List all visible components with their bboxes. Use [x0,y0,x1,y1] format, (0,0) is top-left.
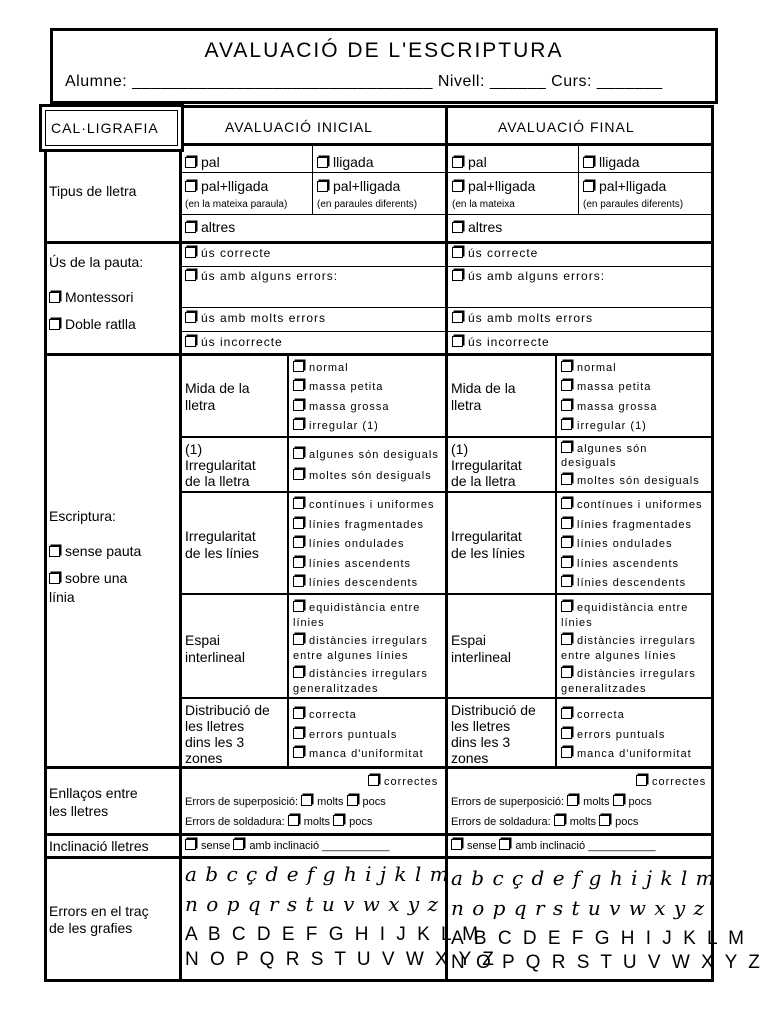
mida-label-2: lletra [185,397,216,413]
checkbox-icon [293,400,304,411]
checkbox-icon [317,157,328,168]
mida-grossa-final[interactable]: massa grossa [561,400,657,414]
checkbox-icon [293,361,304,372]
checkbox-icon [317,181,328,192]
linies-continues-initial[interactable]: contínues i uniformes [293,498,435,512]
checkbox-icon [561,708,572,719]
checkbox-icon[interactable] [288,815,299,826]
espai-algunes-cont: entre algunes línies [293,650,409,662]
irreg-lletra-label-3-final: de la lletra [451,473,516,489]
checkbox-icon [293,747,304,758]
superposicio-final: Errors de superposició: molts pocs [451,796,652,808]
script-letters-row-2: n o p q r s t u v w x y z [185,892,440,916]
checkbox-icon [293,537,304,548]
checkbox-icon [293,498,304,509]
pauta-molts-initial[interactable]: ús amb molts errors [185,312,326,326]
espai-label-1-final: Espai [451,632,487,648]
checkbox-icon [561,557,572,568]
checkbox-icon [561,518,572,529]
checkbox-icon [185,312,196,323]
script-letters-row-1-final: a b c ç d e f g h i j k l m [451,866,716,890]
inclinacio-label: Inclinació lletres [49,838,149,854]
irreg-lletra-label-1-final: (1) [451,441,469,457]
mida-label-1-final: Mida de la [451,380,516,396]
irreg-algunes-initial[interactable]: algunes són desiguals [293,448,439,462]
distrib-label-4-final: zones [451,750,489,766]
grafies-label-1: Errors en el traç [49,903,149,919]
tipus-lligada-initial[interactable]: lligada [317,154,373,170]
checkbox-icon [293,667,304,678]
checkbox-icon[interactable] [451,839,462,850]
checkbox-icon [561,747,572,758]
distrib-label-1-final: Distribució de [451,702,536,718]
same-word-note: (en la mateixa paraula) [185,199,288,210]
distrib-label-3-final: dins les 3 [451,734,511,750]
mida-label-2-final: lletra [451,397,482,413]
checkbox-icon [293,380,304,391]
checkbox-icon [293,448,304,459]
checkbox-icon [452,181,463,192]
pauta-correcte-final[interactable]: ús correcte [452,247,538,261]
mida-label-1: Mida de la [185,380,250,396]
checkbox-icon [452,336,463,347]
checkbox-icon [452,222,463,233]
checkbox-icon[interactable] [233,839,244,850]
mida-grossa-initial[interactable]: massa grossa [293,400,389,414]
tipus-pal-lligada-diff-final[interactable]: pal+lligada [583,178,666,194]
checkbox-icon [49,573,60,584]
checkbox-icon [561,419,572,430]
irreg-linies-label-2-final: de les línies [451,545,525,561]
distrib-label-1: Distribució de [185,702,270,718]
inclinacio-initial: sense amb inclinació ___________ [185,839,389,853]
espai-algunes-cont-final: entre algunes línies [561,650,677,662]
linies-ondulades-initial[interactable]: línies ondulades [293,537,405,551]
checkbox-icon [561,442,572,453]
checkbox-icon [452,312,463,323]
checkbox-icon [452,247,463,258]
checkbox-icon [293,557,304,568]
checkbox-icon [561,498,572,509]
document-title: AVALUACIÓ DE L'ESCRIPTURA [204,39,564,62]
checkbox-icon [293,518,304,529]
soldadura-final: Errors de soldadura: molts pocs [451,816,639,828]
checkbox-icon [293,601,304,612]
checkbox-icon [49,319,60,330]
checkbox-icon [185,247,196,258]
script-letters-row-1: a b c ç d e f g h i j k l m [185,862,450,886]
script-letters-row-2-final: n o p q r s t u v w x y z [451,896,706,920]
tipus-label: Tipus de lletra [49,183,137,199]
pauta-alguns-final[interactable]: ús amb alguns errors: [452,270,605,284]
linies-fragmentades-initial[interactable]: línies fragmentades [293,518,424,532]
tipus-lligada-final[interactable]: lligada [583,154,639,170]
pauta-alguns-initial[interactable]: ús amb alguns errors: [185,270,338,284]
checkbox-icon[interactable] [613,795,624,806]
initial-evaluation-heading: AVALUACIÓ INICIAL [225,119,373,135]
checkbox-icon [185,270,196,281]
checkbox-icon [293,576,304,587]
escriptura-label: Escriptura: [49,508,116,524]
checkbox-icon[interactable] [554,815,565,826]
espai-label-2: interlineal [185,649,245,665]
capital-letters-row-2-final: N O P Q R S T U V W X Y Z [451,952,763,973]
mida-irregular-initial[interactable]: irregular (1) [293,419,379,433]
checkbox-icon [561,537,572,548]
same-word-note-final: (en la mateixa [452,199,515,210]
student-line: Alumne: ________________________________ Nivell: ______ Curs: _______ [65,73,663,90]
checkbox-icon [368,775,379,786]
final-evaluation-heading: AVALUACIÓ FINAL [498,119,635,135]
checkbox-icon [293,419,304,430]
calligraphy-corner [39,104,184,152]
checkbox-icon [185,157,196,168]
checkbox-icon [561,601,572,612]
irreg-algunes-final-cont: desiguals [561,457,617,469]
checkbox-icon [185,222,196,233]
grafies-label-2: de les grafies [49,920,133,936]
checkbox-icon [49,546,60,557]
checkbox-icon[interactable] [599,815,610,826]
capital-letters-row-1-final: A B C D E F G H I J K L M [451,928,748,949]
irreg-lletra-label-2-final: Irregularitat [451,457,522,473]
checkbox-icon [561,474,572,485]
espai-label-1: Espai [185,632,221,648]
irreg-linies-label-2: de les línies [185,545,259,561]
distrib-puntuals-final[interactable]: errors puntuals [561,728,665,742]
irreg-linies-label-1-final: Irregularitat [451,528,522,544]
distrib-puntuals-initial[interactable]: errors puntuals [293,728,397,742]
checkbox-icon [185,336,196,347]
checkbox-icon [185,181,196,192]
tipus-pal-initial[interactable]: pal [185,154,220,170]
tipus-pal-lligada-same-final[interactable]: pal+lligada [452,178,535,194]
escriptura-sobre-linia[interactable]: sobre una [49,570,127,586]
pauta-incorrecte-final[interactable]: ús incorrecte [452,336,550,350]
distrib-label-4: zones [185,750,223,766]
enllacos-correctes-final[interactable]: correctes [636,775,706,789]
checkbox-icon[interactable] [301,795,312,806]
distrib-uniformitat-final[interactable]: manca d'uniformitat [561,747,692,761]
espai-label-2-final: interlineal [451,649,511,665]
soldadura-initial: Errors de soldadura: molts pocs [185,816,373,828]
checkbox-icon [561,400,572,411]
mida-petita-initial[interactable]: massa petita [293,380,383,394]
checkbox-icon [452,270,463,281]
linies-continues-final[interactable]: contínues i uniformes [561,498,703,512]
mida-irregular-final[interactable]: irregular (1) [561,419,647,433]
irreg-lletra-label-1: (1) [185,441,203,457]
mida-petita-final[interactable]: massa petita [561,380,651,394]
pauta-correcte-initial[interactable]: ús correcte [185,247,271,261]
checkbox-icon [583,181,594,192]
checkbox-icon[interactable] [347,795,358,806]
espai-generalitzades-final[interactable]: distàncies irregulars [561,667,696,681]
checkbox-icon [583,157,594,168]
checkbox-icon [293,469,304,480]
checkbox-icon[interactable] [499,839,510,850]
tipus-altres-final[interactable]: altres [452,219,502,235]
pauta-doble-ratlla[interactable]: Doble ratlla [49,316,136,332]
enllacos-correctes-initial[interactable]: correctes [368,775,438,789]
mida-normal-final[interactable]: normal [561,361,617,375]
checkbox-icon [561,728,572,739]
diff-words-note: (en paraules diferents) [317,199,418,210]
espai-algunes-final[interactable]: distàncies irregulars [561,634,696,648]
linies-ascendents-final[interactable]: línies ascendents [561,557,679,571]
linies-descendents-final[interactable]: línies descendents [561,576,686,590]
checkbox-icon[interactable] [333,815,344,826]
enllacos-label-1: Enllaços entre [49,785,138,801]
corner-label: CAL·LIGRAFIA [51,120,159,136]
checkbox-icon [561,667,572,678]
irreg-lletra-label-3: de la lletra [185,473,250,489]
pauta-label: Ús de la pauta: [49,254,144,270]
checkbox-icon [49,292,60,303]
espai-generalitzades-cont-final: generalitzades [561,683,647,695]
checkbox-icon[interactable] [567,795,578,806]
checkbox-icon[interactable] [185,839,196,850]
distrib-label-2: les lletres [185,718,245,734]
checkbox-icon [293,708,304,719]
escriptura-sense-pauta[interactable]: sense pauta [49,543,141,559]
irreg-algunes-final[interactable]: algunes són [561,442,647,456]
espai-equidistancia-initial[interactable]: equidistància entre [293,601,420,615]
checkbox-icon [561,380,572,391]
distrib-correcta-final[interactable]: correcta [561,708,625,722]
tipus-pal-final[interactable]: pal [452,154,487,170]
espai-equidistancia-final[interactable]: equidistància entre [561,601,688,615]
escriptura-linia-text: línia [49,589,75,605]
espai-generalitzades-initial[interactable]: distàncies irregulars [293,667,428,681]
capital-letters-row-2: N O P Q R S T U V W X Y Z [185,949,497,970]
capital-letters-row-1: A B C D E F G H I J K L M [185,924,482,945]
pauta-molts-final[interactable]: ús amb molts errors [452,312,593,326]
linies-ondulades-final[interactable]: línies ondulades [561,537,673,551]
pauta-incorrecte-initial[interactable]: ús incorrecte [185,336,283,350]
tipus-pal-lligada-diff-initial[interactable]: pal+lligada [317,178,400,194]
linies-fragmentades-final[interactable]: línies fragmentades [561,518,692,532]
irreg-moltes-final[interactable]: moltes són desiguals [561,474,700,488]
linies-descendents-initial[interactable]: línies descendents [293,576,418,590]
irreg-lletra-label-2: Irregularitat [185,457,256,473]
distrib-correcta-initial[interactable]: correcta [293,708,357,722]
pauta-montessori[interactable]: Montessori [49,289,133,305]
distrib-label-2-final: les lletres [451,718,511,734]
enllacos-label-2: les lletres [49,803,109,819]
espai-algunes-initial[interactable]: distàncies irregulars [293,634,428,648]
tipus-altres-initial[interactable]: altres [185,219,235,235]
linies-ascendents-initial[interactable]: línies ascendents [293,557,411,571]
checkbox-icon [561,361,572,372]
superposicio-initial: Errors de superposició: molts pocs [185,796,386,808]
checkbox-icon [636,775,647,786]
checkbox-icon [561,576,572,587]
espai-equidistancia-cont-final: línies [561,617,593,629]
checkbox-icon [293,728,304,739]
irreg-linies-label-1: Irregularitat [185,528,256,544]
mida-normal-initial[interactable]: normal [293,361,349,375]
distrib-uniformitat-initial[interactable]: manca d'uniformitat [293,747,424,761]
inclinacio-final: sense amb inclinació ___________ [451,839,655,853]
espai-generalitzades-cont: generalitzades [293,683,379,695]
distrib-label-3: dins les 3 [185,734,245,750]
checkbox-icon [293,634,304,645]
irreg-moltes-initial[interactable]: moltes són desiguals [293,469,432,483]
diff-words-note-final: (en paraules diferents) [583,199,684,210]
checkbox-icon [561,634,572,645]
checkbox-icon [452,157,463,168]
espai-equidistancia-cont: línies [293,617,325,629]
tipus-pal-lligada-same-initial[interactable]: pal+lligada [185,178,268,194]
